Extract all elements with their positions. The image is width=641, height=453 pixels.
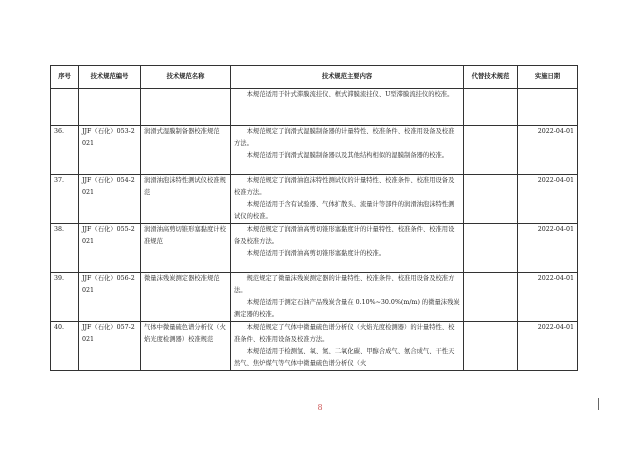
cell-no: 38. xyxy=(51,224,79,273)
cell-no xyxy=(51,89,79,126)
cell-date: 2022-04-01 xyxy=(518,322,578,371)
cell-replaced xyxy=(464,175,518,224)
content-paragraph: 本规范规定了润滑油高剪切锥形塞黏度计的计量特性、校准条件、校准用设备及校准方法。 xyxy=(234,226,455,245)
content-paragraph: 规范规定了微量沫残炭测定器的计量特性、校准条件、校准用设备及校准方法。 xyxy=(234,275,455,294)
cell-name: 润滑油泡沫特性测试仪校准规范 xyxy=(141,175,231,224)
cell-replaced xyxy=(464,89,518,126)
content-paragraph: 本规范适用于针式滞膜流挂仪、框式滞膜流挂仪、U型滞膜流挂仪的校准。 xyxy=(246,91,454,98)
header-date: 实施日期 xyxy=(518,66,578,89)
cell-code xyxy=(79,89,141,126)
table-header-row xyxy=(51,66,578,89)
content-paragraph: 本规范规定了润滑式湿膜制备器的计量特性、校准条件、校准用设备及校准方法。 xyxy=(234,128,455,147)
cell-code: JJF（石化）053-2021 xyxy=(79,126,141,175)
page-number: 8 xyxy=(317,403,323,412)
cell-date: 2022-04-01 xyxy=(518,126,578,175)
content-paragraph: 本规范适用于含有试验器、气体扩散头、流量计等部件的润滑油泡沫特性测试仪的校准。 xyxy=(234,201,455,220)
table-row xyxy=(51,89,578,126)
table-row xyxy=(51,175,578,224)
cell-code: JJF（石化）054-2021 xyxy=(79,175,141,224)
cell-date: 2022-04-01 xyxy=(518,224,578,273)
content-paragraph: 本规范规定了气体中微量硫色谱分析仪（火焰光度检测器）的计量特性、校准条件、校准用设备及校准方法。 xyxy=(234,324,455,343)
content-paragraph: 本规范适用于测定石油产品残炭含量在 0.10%~30.0%(m/m) 的微量沫残炭测定器的校准。 xyxy=(234,299,460,318)
table-row xyxy=(51,273,578,322)
content-paragraph: 本规范规定了润滑油泡沫特性测试仪的计量特性、校准条件、校准用设备及校准方法。 xyxy=(234,177,455,196)
cell-code: JJF（石化）055-2021 xyxy=(79,224,141,273)
cell-replaced xyxy=(464,322,518,371)
cell-content xyxy=(231,322,464,371)
header-code: 技术规范编号 xyxy=(79,66,141,89)
table-row xyxy=(51,126,578,175)
table-row xyxy=(51,322,578,371)
margin-rule xyxy=(598,398,599,410)
cell-name: 微量沫残炭测定器校准规范 xyxy=(141,273,231,322)
cell-no: 36. xyxy=(51,126,79,175)
cell-date: 2022-04-01 xyxy=(518,175,578,224)
cell-code: JJF（石化）057-2021 xyxy=(79,322,141,371)
header-name: 技术规范名称 xyxy=(141,66,231,89)
cell-content xyxy=(231,175,464,224)
cell-name: 润滑油高剪切锥形塞黏度计校准规范 xyxy=(141,224,231,273)
content-paragraph: 本规范适用于检测氢、氧、氮、二氧化碳、甲醇合成气、氨合成气、干性天然气、焦炉煤气等气体中微量硫色谱分析仪（火 xyxy=(234,348,455,367)
header-content: 技术规范主要内容 xyxy=(231,66,464,89)
cell-name xyxy=(141,89,231,126)
cell-no: 37. xyxy=(51,175,79,224)
table-row xyxy=(51,224,578,273)
cell-name: 润滑式湿膜制备器校准规范 xyxy=(141,126,231,175)
cell-content xyxy=(231,224,464,273)
cell-name: 气体中微量硫色谱分析仪（火焰光度检测器）校准规范 xyxy=(141,322,231,371)
cell-date xyxy=(518,89,578,126)
cell-code: JJF（石化）056-2021 xyxy=(79,273,141,322)
content-paragraph: 本规范适用于润滑油高剪切锥形塞黏度计的校准。 xyxy=(246,250,386,257)
header-no: 序号 xyxy=(51,66,79,89)
spec-table xyxy=(50,65,578,371)
header-replaced: 代替技术规范 xyxy=(464,66,518,89)
cell-no: 39. xyxy=(51,273,79,322)
cell-no: 40. xyxy=(51,322,79,371)
cell-replaced xyxy=(464,126,518,175)
content-paragraph: 本规范适用于润滑式湿膜制备器以及其他结构相似的湿膜制备器的校准。 xyxy=(246,152,449,159)
cell-content xyxy=(231,273,464,322)
cell-replaced xyxy=(464,273,518,322)
cell-content xyxy=(231,89,464,126)
cell-replaced xyxy=(464,224,518,273)
cell-date: 2022-04-01 xyxy=(518,273,578,322)
cell-content xyxy=(231,126,464,175)
